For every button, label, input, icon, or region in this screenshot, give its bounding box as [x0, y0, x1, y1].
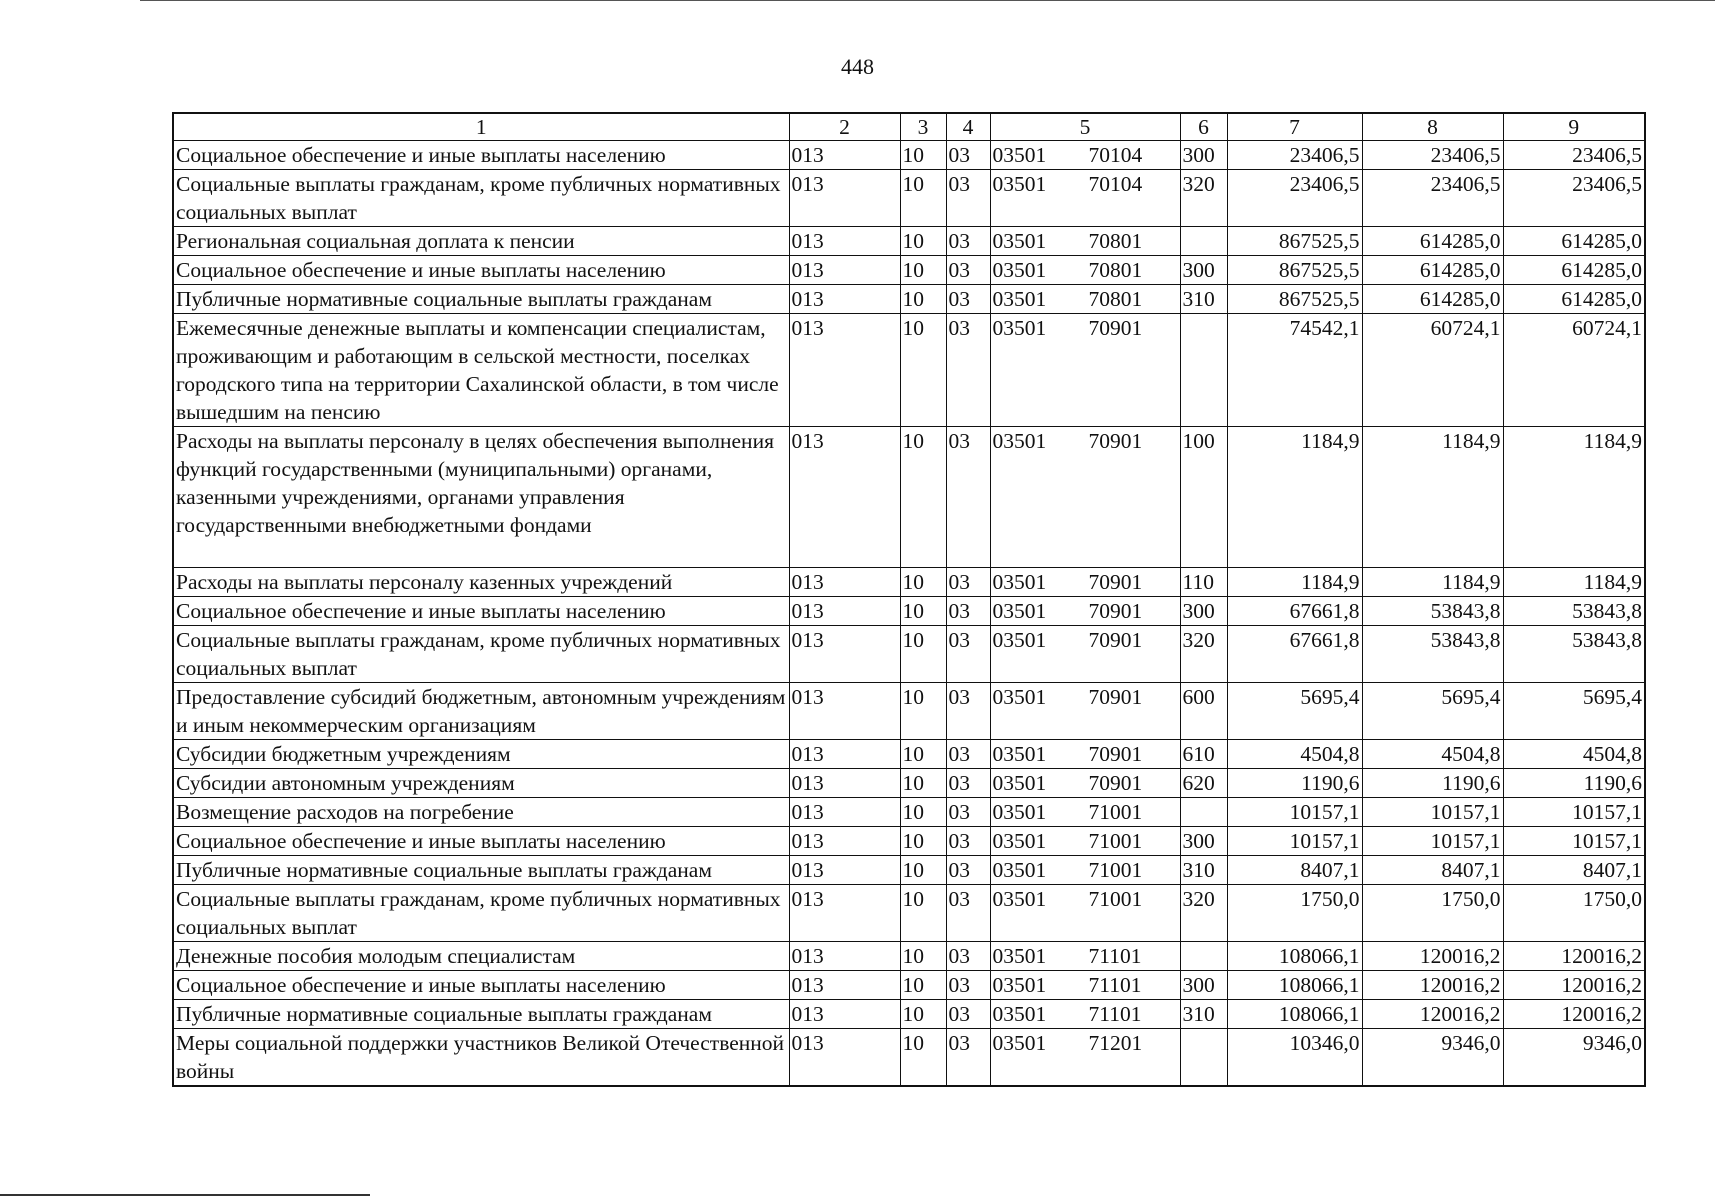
section-cell: 10: [900, 170, 946, 227]
target-article-part-a: 03501: [992, 229, 1047, 253]
row-name-cell: Публичные нормативные социальные выплаты гражданам: [173, 285, 789, 314]
target-article-part-a: 03501: [992, 172, 1047, 196]
header-cell: 7: [1227, 113, 1362, 141]
header-cell: 2: [789, 113, 900, 141]
expense-type-cell: 320: [1180, 170, 1227, 227]
row-name-cell: Ежемесячные денежные выплаты и компенсации специалистам, проживающим и работающим в сельской местности, поселках городского типа на территории Сахалинской области, в том числе вышедшим на пенсию: [173, 314, 789, 427]
amount-col9-cell: 614285,0: [1503, 285, 1645, 314]
amount-col9-cell: 120016,2: [1503, 1000, 1645, 1029]
target-article-cell: [990, 856, 1180, 885]
target-article-part-a: 03501: [992, 429, 1047, 453]
amount-col7-cell: 1750,0: [1227, 885, 1362, 942]
amount-col9-cell: 120016,2: [1503, 942, 1645, 971]
expense-type-cell: 320: [1180, 885, 1227, 942]
row-name-cell: Субсидии автономным учреждениям: [173, 769, 789, 798]
amount-col7-cell: 74542,1: [1227, 314, 1362, 427]
target-article-cell: [990, 885, 1180, 942]
target-article-part-b: 71201: [1088, 1031, 1143, 1055]
target-article-part-a: 03501: [992, 143, 1047, 167]
row-name-cell: Социальные выплаты гражданам, кроме публичных нормативных социальных выплат: [173, 885, 789, 942]
target-article-cell: [990, 314, 1180, 427]
amount-col8-cell: 53843,8: [1362, 626, 1503, 683]
target-article-part-b: 70801: [1088, 258, 1143, 282]
row-name-cell: Социальное обеспечение и иные выплаты населению: [173, 256, 789, 285]
header-cell: 4: [946, 113, 990, 141]
target-article-part-b: 71101: [1088, 1002, 1142, 1026]
ministry-code-cell: 013: [789, 256, 900, 285]
row-name-cell: Социальное обеспечение и иные выплаты населению: [173, 141, 789, 170]
target-article-cell: [990, 827, 1180, 856]
target-article-part-b: 70901: [1088, 599, 1143, 623]
target-article-part-b: 70901: [1088, 429, 1143, 453]
target-article-part-b: 70104: [1088, 143, 1143, 167]
row-name-cell: Меры социальной поддержки участников Великой Отечественной войны: [173, 1029, 789, 1087]
ministry-code-cell: 013: [789, 285, 900, 314]
subsection-cell: 03: [946, 740, 990, 769]
amount-col8-cell: 10157,1: [1362, 827, 1503, 856]
section-cell: 10: [900, 740, 946, 769]
amount-col8-cell: 1184,9: [1362, 427, 1503, 568]
target-article-cell: [990, 1000, 1180, 1029]
row-name-cell: Денежные пособия молодым специалистам: [173, 942, 789, 971]
ministry-code-cell: 013: [789, 942, 900, 971]
amount-col7-cell: 23406,5: [1227, 141, 1362, 170]
amount-col8-cell: 1184,9: [1362, 568, 1503, 597]
section-cell: 10: [900, 227, 946, 256]
amount-col7-cell: 108066,1: [1227, 942, 1362, 971]
target-article-part-b: 70901: [1088, 316, 1143, 340]
table-row: [173, 1029, 1645, 1087]
amount-col9-cell: 53843,8: [1503, 597, 1645, 626]
amount-col8-cell: 614285,0: [1362, 256, 1503, 285]
amount-col9-cell: 1750,0: [1503, 885, 1645, 942]
subsection-cell: 03: [946, 1000, 990, 1029]
subsection-cell: 03: [946, 827, 990, 856]
row-name-cell: Публичные нормативные социальные выплаты гражданам: [173, 1000, 789, 1029]
expense-type-cell: 600: [1180, 683, 1227, 740]
amount-col8-cell: 614285,0: [1362, 227, 1503, 256]
target-article-cell: [990, 683, 1180, 740]
section-cell: 10: [900, 885, 946, 942]
amount-col7-cell: 1190,6: [1227, 769, 1362, 798]
expense-type-cell: 300: [1180, 971, 1227, 1000]
amount-col8-cell: 120016,2: [1362, 942, 1503, 971]
section-cell: 10: [900, 314, 946, 427]
subsection-cell: 03: [946, 597, 990, 626]
target-article-cell: [990, 1029, 1180, 1087]
amount-col7-cell: 867525,5: [1227, 285, 1362, 314]
target-article-cell: [990, 769, 1180, 798]
target-article-part-a: 03501: [992, 973, 1047, 997]
target-article-cell: [990, 597, 1180, 626]
amount-col7-cell: 1184,9: [1227, 427, 1362, 568]
ministry-code-cell: 013: [789, 971, 900, 1000]
amount-col9-cell: 23406,5: [1503, 141, 1645, 170]
section-cell: 10: [900, 597, 946, 626]
expense-type-cell: 110: [1180, 568, 1227, 597]
target-article-part-b: 71001: [1088, 829, 1143, 853]
table-row: [173, 626, 1645, 683]
header-cell: 3: [900, 113, 946, 141]
amount-col8-cell: 9346,0: [1362, 1029, 1503, 1087]
amount-col7-cell: 4504,8: [1227, 740, 1362, 769]
target-article-part-b: 70901: [1088, 771, 1143, 795]
target-article-part-a: 03501: [992, 570, 1047, 594]
amount-col8-cell: 1190,6: [1362, 769, 1503, 798]
target-article-part-a: 03501: [992, 1002, 1047, 1026]
table-row: [173, 170, 1645, 227]
target-article-part-a: 03501: [992, 316, 1047, 340]
amount-col8-cell: 120016,2: [1362, 971, 1503, 1000]
expense-type-cell: 300: [1180, 597, 1227, 626]
row-name-cell: Публичные нормативные социальные выплаты гражданам: [173, 856, 789, 885]
subsection-cell: 03: [946, 942, 990, 971]
row-name-cell: Субсидии бюджетным учреждениям: [173, 740, 789, 769]
amount-col7-cell: 1184,9: [1227, 568, 1362, 597]
amount-col9-cell: 10157,1: [1503, 798, 1645, 827]
section-cell: 10: [900, 971, 946, 1000]
scan-edge-top: [140, 0, 1715, 1]
ministry-code-cell: 013: [789, 170, 900, 227]
subsection-cell: 03: [946, 683, 990, 740]
target-article-part-a: 03501: [992, 685, 1047, 709]
section-cell: 10: [900, 1029, 946, 1087]
amount-col9-cell: 60724,1: [1503, 314, 1645, 427]
expense-type-cell: 320: [1180, 626, 1227, 683]
expense-type-cell: [1180, 1029, 1227, 1087]
subsection-cell: 03: [946, 141, 990, 170]
ministry-code-cell: 013: [789, 427, 900, 568]
target-article-cell: [990, 227, 1180, 256]
target-article-part-b: 71101: [1088, 944, 1142, 968]
row-name-cell: Предоставление субсидий бюджетным, автономным учреждениям и иным некоммерческим организациям: [173, 683, 789, 740]
subsection-cell: 03: [946, 971, 990, 1000]
amount-col8-cell: 4504,8: [1362, 740, 1503, 769]
expense-type-cell: 300: [1180, 141, 1227, 170]
table-row: [173, 683, 1645, 740]
table-body: [173, 141, 1645, 1087]
expense-type-cell: [1180, 227, 1227, 256]
subsection-cell: 03: [946, 256, 990, 285]
table-row: [173, 827, 1645, 856]
expense-type-cell: 310: [1180, 1000, 1227, 1029]
target-article-part-b: 71001: [1088, 800, 1143, 824]
ministry-code-cell: 013: [789, 885, 900, 942]
target-article-cell: [990, 798, 1180, 827]
table-row: [173, 597, 1645, 626]
ministry-code-cell: 013: [789, 568, 900, 597]
section-cell: 10: [900, 568, 946, 597]
table-row: [173, 740, 1645, 769]
table-row: [173, 227, 1645, 256]
table-row: [173, 256, 1645, 285]
table-row: [173, 314, 1645, 427]
page-number: 448: [841, 54, 874, 79]
ministry-code-cell: 013: [789, 227, 900, 256]
subsection-cell: 03: [946, 769, 990, 798]
target-article-cell: [990, 740, 1180, 769]
ministry-code-cell: 013: [789, 740, 900, 769]
ministry-code-cell: 013: [789, 626, 900, 683]
amount-col8-cell: 1750,0: [1362, 885, 1503, 942]
amount-col9-cell: 1184,9: [1503, 427, 1645, 568]
amount-col9-cell: 9346,0: [1503, 1029, 1645, 1087]
target-article-part-a: 03501: [992, 829, 1047, 853]
budget-table: [172, 112, 1646, 1087]
ministry-code-cell: 013: [789, 798, 900, 827]
amount-col7-cell: 5695,4: [1227, 683, 1362, 740]
amount-col7-cell: 23406,5: [1227, 170, 1362, 227]
subsection-cell: 03: [946, 427, 990, 568]
section-cell: 10: [900, 683, 946, 740]
target-article-part-b: 71001: [1088, 887, 1143, 911]
amount-col9-cell: 8407,1: [1503, 856, 1645, 885]
amount-col8-cell: 8407,1: [1362, 856, 1503, 885]
amount-col7-cell: 108066,1: [1227, 1000, 1362, 1029]
ministry-code-cell: 013: [789, 827, 900, 856]
target-article-part-a: 03501: [992, 944, 1047, 968]
expense-type-cell: [1180, 314, 1227, 427]
ministry-code-cell: 013: [789, 314, 900, 427]
table-row: [173, 1000, 1645, 1029]
subsection-cell: 03: [946, 170, 990, 227]
target-article-cell: [990, 427, 1180, 568]
subsection-cell: 03: [946, 314, 990, 427]
section-cell: 10: [900, 141, 946, 170]
amount-col9-cell: 1184,9: [1503, 568, 1645, 597]
section-cell: 10: [900, 427, 946, 568]
expense-type-cell: 610: [1180, 740, 1227, 769]
table-row: [173, 798, 1645, 827]
ministry-code-cell: 013: [789, 141, 900, 170]
table-row: [173, 769, 1645, 798]
target-article-part-b: 70901: [1088, 685, 1143, 709]
target-article-cell: [990, 626, 1180, 683]
target-article-part-b: 70801: [1088, 229, 1143, 253]
amount-col9-cell: 120016,2: [1503, 971, 1645, 1000]
expense-type-cell: [1180, 798, 1227, 827]
section-cell: 10: [900, 798, 946, 827]
amount-col8-cell: 53843,8: [1362, 597, 1503, 626]
target-article-cell: [990, 141, 1180, 170]
target-article-part-a: 03501: [992, 1031, 1047, 1055]
amount-col7-cell: 867525,5: [1227, 256, 1362, 285]
row-name-cell: Региональная социальная доплата к пенсии: [173, 227, 789, 256]
target-article-cell: [990, 285, 1180, 314]
ministry-code-cell: 013: [789, 1029, 900, 1087]
header-row: [173, 113, 1645, 141]
amount-col8-cell: 10157,1: [1362, 798, 1503, 827]
amount-col9-cell: 614285,0: [1503, 256, 1645, 285]
subsection-cell: 03: [946, 285, 990, 314]
table-row: [173, 885, 1645, 942]
section-cell: 10: [900, 1000, 946, 1029]
section-cell: 10: [900, 256, 946, 285]
table-row: [173, 568, 1645, 597]
amount-col9-cell: 10157,1: [1503, 827, 1645, 856]
amount-col7-cell: 10157,1: [1227, 798, 1362, 827]
subsection-cell: 03: [946, 568, 990, 597]
header-cell: 5: [990, 113, 1180, 141]
expense-type-cell: 100: [1180, 427, 1227, 568]
target-article-part-a: 03501: [992, 742, 1047, 766]
amount-col8-cell: 614285,0: [1362, 285, 1503, 314]
target-article-part-b: 71001: [1088, 858, 1143, 882]
ministry-code-cell: 013: [789, 769, 900, 798]
amount-col9-cell: 23406,5: [1503, 170, 1645, 227]
section-cell: 10: [900, 769, 946, 798]
amount-col7-cell: 67661,8: [1227, 597, 1362, 626]
amount-col8-cell: 5695,4: [1362, 683, 1503, 740]
section-cell: 10: [900, 827, 946, 856]
header-cell: 8: [1362, 113, 1503, 141]
subsection-cell: 03: [946, 1029, 990, 1087]
ministry-code-cell: 013: [789, 683, 900, 740]
target-article-part-a: 03501: [992, 887, 1047, 911]
header-cell: 1: [173, 113, 789, 141]
subsection-cell: 03: [946, 626, 990, 683]
amount-col8-cell: 120016,2: [1362, 1000, 1503, 1029]
target-article-cell: [990, 568, 1180, 597]
row-name-cell: Расходы на выплаты персоналу в целях обеспечения выполнения функций государственными (муниципальными) органами, казенными учреждениями, органами управления государственными внебюджетными фондами: [173, 427, 789, 568]
target-article-part-a: 03501: [992, 800, 1047, 824]
target-article-part-a: 03501: [992, 628, 1047, 652]
target-article-cell: [990, 170, 1180, 227]
table-row: [173, 942, 1645, 971]
expense-type-cell: [1180, 942, 1227, 971]
target-article-part-b: 70901: [1088, 570, 1143, 594]
ministry-code-cell: 013: [789, 856, 900, 885]
target-article-part-a: 03501: [992, 287, 1047, 311]
amount-col8-cell: 23406,5: [1362, 170, 1503, 227]
section-cell: 10: [900, 626, 946, 683]
table-row: [173, 971, 1645, 1000]
amount-col7-cell: 10157,1: [1227, 827, 1362, 856]
amount-col7-cell: 8407,1: [1227, 856, 1362, 885]
target-article-cell: [990, 256, 1180, 285]
section-cell: 10: [900, 285, 946, 314]
target-article-part-b: 70104: [1088, 172, 1143, 196]
expense-type-cell: 310: [1180, 856, 1227, 885]
target-article-part-a: 03501: [992, 599, 1047, 623]
subsection-cell: 03: [946, 885, 990, 942]
table-row: [173, 427, 1645, 568]
ministry-code-cell: 013: [789, 1000, 900, 1029]
table-row: [173, 856, 1645, 885]
header-cell: 6: [1180, 113, 1227, 141]
table-row: [173, 141, 1645, 170]
amount-col9-cell: 614285,0: [1503, 227, 1645, 256]
row-name-cell: Социальное обеспечение и иные выплаты населению: [173, 597, 789, 626]
expense-type-cell: 300: [1180, 827, 1227, 856]
amount-col7-cell: 867525,5: [1227, 227, 1362, 256]
row-name-cell: Социальное обеспечение и иные выплаты населению: [173, 971, 789, 1000]
amount-col7-cell: 67661,8: [1227, 626, 1362, 683]
expense-type-cell: 620: [1180, 769, 1227, 798]
header-cell: 9: [1503, 113, 1645, 141]
target-article-part-b: 70901: [1088, 628, 1143, 652]
row-name-cell: Социальное обеспечение и иные выплаты населению: [173, 827, 789, 856]
table-row: [173, 285, 1645, 314]
amount-col9-cell: 5695,4: [1503, 683, 1645, 740]
row-name-cell: Возмещение расходов на погребение: [173, 798, 789, 827]
expense-type-cell: 300: [1180, 256, 1227, 285]
target-article-cell: [990, 942, 1180, 971]
amount-col9-cell: 1190,6: [1503, 769, 1645, 798]
target-article-part-a: 03501: [992, 258, 1047, 282]
target-article-part-a: 03501: [992, 771, 1047, 795]
target-article-part-b: 70901: [1088, 742, 1143, 766]
target-article-part-b: 70801: [1088, 287, 1143, 311]
amount-col7-cell: 108066,1: [1227, 971, 1362, 1000]
amount-col9-cell: 53843,8: [1503, 626, 1645, 683]
target-article-cell: [990, 971, 1180, 1000]
amount-col8-cell: 60724,1: [1362, 314, 1503, 427]
amount-col7-cell: 10346,0: [1227, 1029, 1362, 1087]
amount-col9-cell: 4504,8: [1503, 740, 1645, 769]
ministry-code-cell: 013: [789, 597, 900, 626]
subsection-cell: 03: [946, 798, 990, 827]
section-cell: 10: [900, 856, 946, 885]
target-article-part-a: 03501: [992, 858, 1047, 882]
row-name-cell: Социальные выплаты гражданам, кроме публичных нормативных социальных выплат: [173, 170, 789, 227]
target-article-part-b: 71101: [1088, 973, 1142, 997]
section-cell: 10: [900, 942, 946, 971]
amount-col8-cell: 23406,5: [1362, 141, 1503, 170]
row-name-cell: Социальные выплаты гражданам, кроме публичных нормативных социальных выплат: [173, 626, 789, 683]
row-name-cell: Расходы на выплаты персоналу казенных учреждений: [173, 568, 789, 597]
subsection-cell: 03: [946, 227, 990, 256]
scan-edge-bottom: [0, 1194, 370, 1196]
subsection-cell: 03: [946, 856, 990, 885]
expense-type-cell: 310: [1180, 285, 1227, 314]
